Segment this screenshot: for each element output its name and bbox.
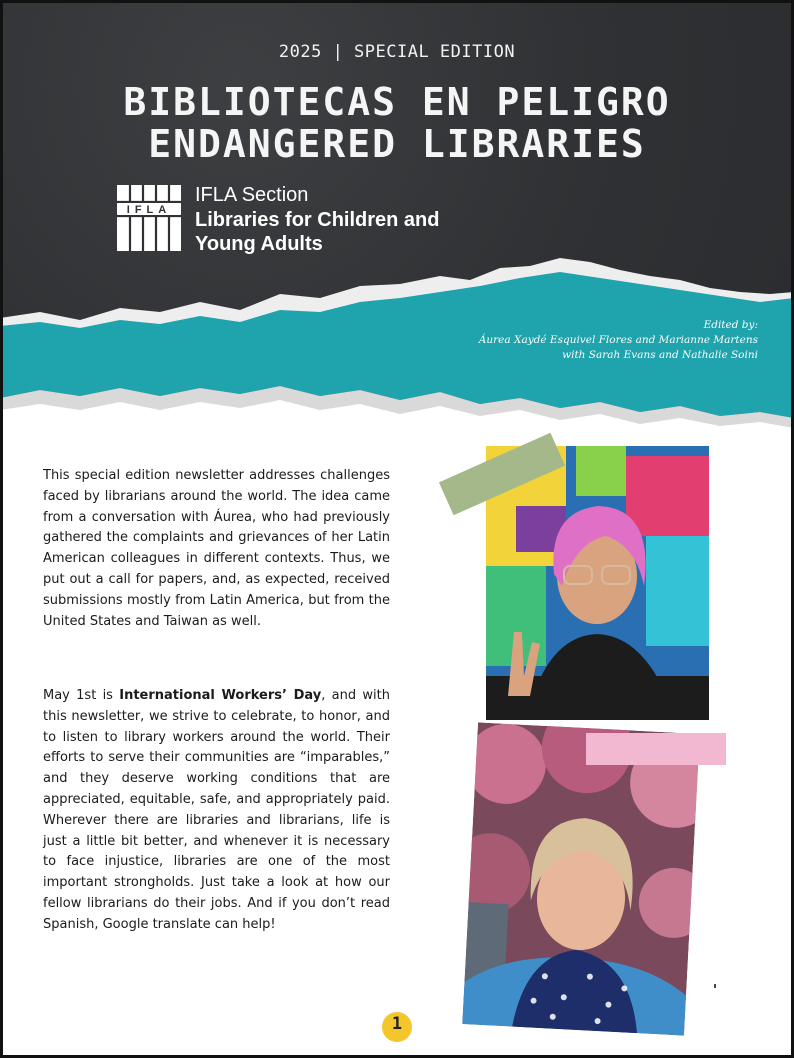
editors-line2: with Sarah Evans and Nathalie Soini [562, 349, 758, 361]
pink-tape [586, 733, 726, 765]
p2-rest: , and with this newsletter, we strive to celebrate, to honor, and to listen to library workers around the world. Their efforts to serve their communities are “imparables,” and they deserve working conditions that are appreciated, equitable, safe, and appropriately paid. Wherever there are libraries and librarians, life is just a little bit better, and whenever it is necessary to face injustice, libraries are one of the most important strongholds. Just take a look at how our fellow librarians do their jobs. And if you don’t read Spanish, Google translate can help! [43, 688, 390, 932]
ifla-section-name-line2: Young Adults [195, 233, 323, 255]
page-number: 1 [391, 1014, 403, 1034]
photo-marianne-illustration [462, 722, 700, 1035]
edition-label: 2025 | SPECIAL EDITION [278, 42, 516, 62]
editors-credit [479, 318, 758, 363]
editors-line1: Áurea Xaydé Esquivel Flores and Marianne Martens [478, 334, 758, 346]
photo-aurea [486, 446, 709, 720]
p2-bold: International Workers’ Day [119, 688, 322, 703]
p2-start: May 1st is [43, 688, 120, 703]
ifla-section-name-line1: Libraries for Children and [195, 209, 440, 231]
title-english: ENDANGERED LIBRARIES [148, 122, 646, 166]
title-spanish: BIBLIOTECAS EN PELIGRO [123, 80, 671, 124]
intro-paragraph: This special edition newsletter addresses challenges faced by librarians around the world. The idea came from a conversation with Áurea, who had previously gathered the complaints and grievances of her Latin American colleagues in different contexts. Thus, we put out a call for papers, and, as expected, received submissions mostly from Latin America, but from the United States and Taiwan as well. [43, 468, 390, 629]
workers-day-paragraph [43, 686, 390, 936]
small-mark [714, 984, 716, 988]
ifla-section-label: IFLA Section [195, 184, 309, 206]
editors-label: Edited by: [703, 319, 758, 331]
photo-marianne [462, 722, 700, 1035]
ifla-logo-text: IFLA [126, 204, 172, 216]
photo-aurea-illustration [486, 446, 709, 720]
